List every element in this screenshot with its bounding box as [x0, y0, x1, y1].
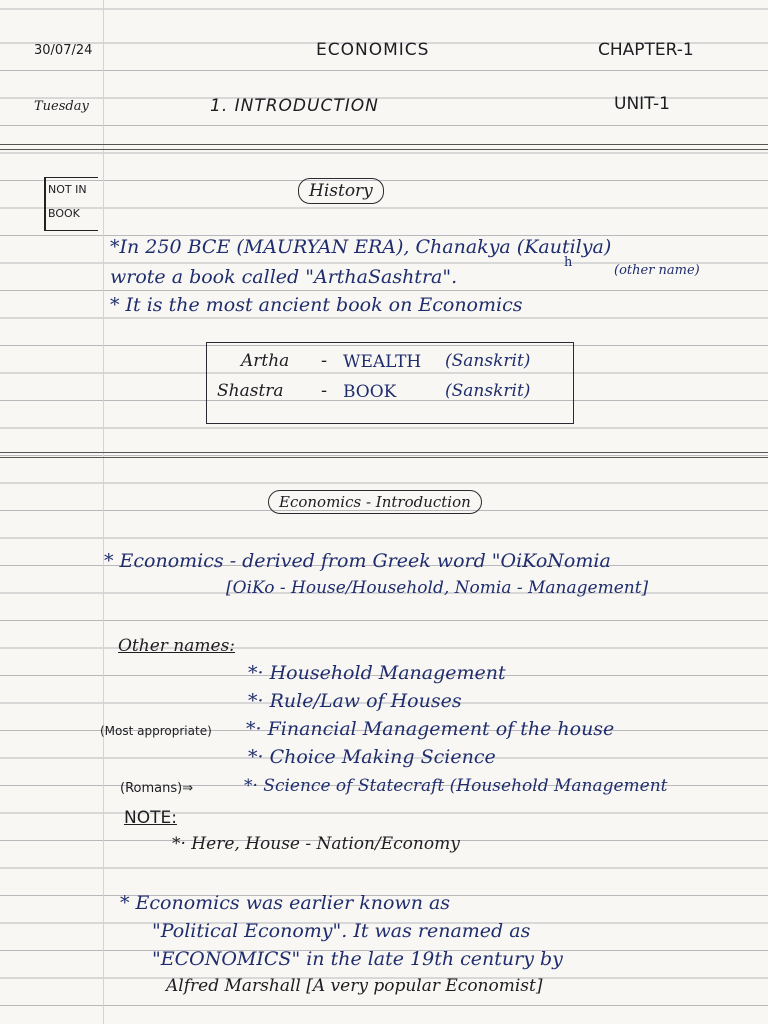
- table-word: Shastra: [217, 381, 284, 401]
- history-bullet1-line1: *In 250 BCE (MAURYAN ERA), Chanakya (Kautilya): [110, 236, 612, 258]
- date: 30/07/24: [34, 43, 93, 58]
- meaning-table: [206, 342, 574, 424]
- final-line3: "ECONOMICS" in the late 19th century by: [152, 948, 563, 970]
- intro-heading: Economics - Introduction: [268, 490, 482, 514]
- note-label: NOTE:: [124, 808, 177, 828]
- other-name-prefix: (Most appropriate): [100, 724, 212, 738]
- subject-title: ECONOMICS: [316, 40, 430, 60]
- table-lang: (Sanskrit): [445, 351, 531, 371]
- day: Tuesday: [34, 99, 89, 114]
- final-line2: "Political Economy". It was renamed as: [152, 920, 531, 942]
- section-divider: [0, 144, 768, 150]
- other-name-item: *· Choice Making Science: [248, 746, 496, 768]
- other-name-item: *· Household Management: [248, 662, 506, 684]
- table-meaning: WEALTH: [343, 352, 422, 372]
- table-lang: (Sanskrit): [445, 381, 531, 401]
- intro-bullet1-line1: * Economics - derived from Greek word "OiKoNomia: [104, 550, 611, 572]
- final-line4: Alfred Marshall [A very popular Economist]: [166, 976, 543, 996]
- other-name-prefix: (Romans)⇒: [120, 781, 194, 796]
- note-text: *· Here, House - Nation/Economy: [172, 834, 460, 854]
- history-bullet1-line2: wrote a book called "ArthaSashtra".: [110, 266, 458, 288]
- other-name-item: *· Science of Statecraft (Household Management: [244, 776, 668, 796]
- history-heading: History: [298, 178, 384, 204]
- topic-title: 1. INTRODUCTION: [210, 96, 379, 116]
- table-meaning: BOOK: [343, 382, 397, 402]
- table-word: Artha: [241, 351, 290, 371]
- other-name-item: *· Rule/Law of Houses: [248, 690, 462, 712]
- other-names-label: Other names:: [118, 636, 236, 656]
- history-bullet1-note: (other name): [614, 263, 700, 278]
- margin-line: [103, 0, 104, 1024]
- chapter-label: CHAPTER-1: [598, 40, 694, 60]
- final-line1: * Economics was earlier known as: [120, 892, 451, 914]
- not-in-book-line2: BOOK: [48, 207, 80, 220]
- not-in-book-line1: NOT IN: [48, 183, 87, 196]
- history-superscript: h: [564, 255, 573, 270]
- table-dash: -: [321, 351, 328, 371]
- other-name-item: *· Financial Management of the house: [246, 718, 615, 740]
- intro-bullet1-line2: [OiKo - House/Household, Nomia - Management]: [226, 578, 649, 598]
- table-dash: -: [321, 381, 328, 401]
- section-divider: [0, 452, 768, 458]
- unit-label: UNIT-1: [614, 94, 670, 114]
- history-bullet2: * It is the most ancient book on Economics: [110, 294, 523, 316]
